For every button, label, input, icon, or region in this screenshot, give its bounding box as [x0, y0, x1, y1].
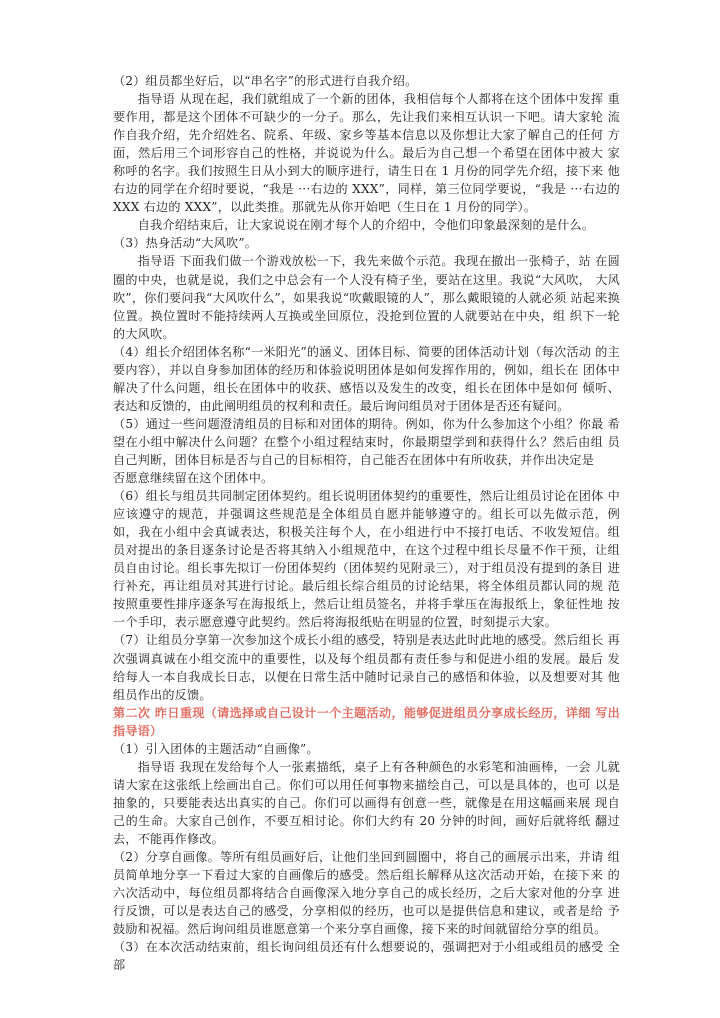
paragraph-item-2-intro: （2）组员都坐好后，以“串名字”的形式进行自我介绍。 [113, 74, 418, 88]
paragraph-item-1-self-portrait: （1）引入团体的主题活动“自画像”。 [113, 741, 319, 756]
document-body [113, 72, 620, 974]
paragraph-item-5-clarify-goals: （5）通过一些问题澄清组员的目标和对团体的期待。例如，你为什么参加这个小组？你最 希望在小组中解决什么问题？在整个小组过程结束时，你最期望学到和获得什么？然后由组 员自己判断，团体目标是否与自己的目标相符，自己能否在团体中有所收获，并作出决定是 [113, 416, 620, 467]
paragraph-item-3-warmup: （3）热身活动“大风吹”。 [113, 236, 258, 251]
section-heading-session-two: 第二次 昨日重现（请选择或自己设计一个主题活动，能够促进组员分享成长经历，详细 写出指导语） [113, 705, 620, 738]
paragraph-item-4-group-introduction: （4）组长介绍团体名称“一米阳光”的涵义、团体目标、简要的团体活动计划（每次活动 的主要内容），并以自身参加团体的经历和体验说明团体是如何发挥作用的，例如，组长在 团体中解决了什么问题，组长在团体中的收获、感悟以及发生的改变，组长在团体中是如何 倾听、表达和反馈的，由此阐明组员的权利和责任。最后询问组员对于团体是否还有疑问。 [113, 344, 620, 413]
paragraph-after-self-introduction: 自我介绍结束后，让大家说说在刚才每个人的介绍中，令他们印象最深刻的是什么。 [137, 218, 595, 233]
paragraph-guide-self-portrait: 指导语 我现在发给每个人一张素描纸，桌子上有各种颜色的水彩笔和油画棒，一会 儿就请大家在这张纸上绘画出自己。你们可以用任何事物来描绘自己，可以是具体的，也可 以是抽象的，只要能表达出真实的自己。你们可以画得有创意一些，就像是在用这幅画来展 现自己的生命。大家自己创作，不要互相讨论。你们大约有 20 分钟的时间，画好后就将纸 翻过去，不能再作修改。 [113, 759, 620, 846]
paragraph-item-2-share-self-portrait: （2）分享自画像。等所有组员画好后，让他们坐回到圆圈中，将自己的画展示出来，并请 组员简单地分享一下看过大家的自画像后的感受。然后组长解释从这次活动开始，在接下来 的六次活动中，每位组员都将结合自画像深入地分享自己的成长经历，之后大家对他的分享 进行反馈，可以是表达自己的感受，分享相似的经历，也可以是提供信息和建议，或者是给 予鼓励和祝福。然后询问组员谁愿意第一个来分享自画像，接下来的时间就留给分享的组员。 [113, 850, 620, 937]
paragraph-item-3-closing: （3）在本次活动结束前，组长询问组员还有什么想要说的，强调把对于小组或组员的感受 全部 [113, 940, 620, 973]
paragraph-guide-self-introduction: 指导语 从现在起，我们就组成了一个新的团体，我相信每个人都将在这个团体中发挥 重要作用，都是这个团体不可缺少的一分子。那么，先让我们来相互认识一下吧。请大家轮 流作自我介绍，先介绍姓名、院系、年级、家乡等基本信息以及你想让大家了解自己的任何 方面，然后用三个词形容自己的性格，并说说为什么。最后为自己想一个希望在团体中被大 家称呼的名字。我们按照生日从小到大的顺序进行，请生日在 1 月份的同学先介绍，接下来 他右边的同学在介绍时要说，“我是 ···右边的 XXX”，同样，第三位同学要说，“我是 ···右边的 XXX 右边的 XXX”，以此类推。那就先从你开始吧（生日在 1 月份的同学）。 [113, 92, 620, 215]
paragraph-guide-big-wind-blows: 指导语 下面我们做一个游戏放松一下，我先来做个示范。我现在撤出一张椅子，站 在圆圈的中央，也就是说，我们之中总会有一个人没有椅子坐，要站在这里。我说“大风吹， 大风吹”，你们要问我“大风吹什么”，如果我说“吹戴眼镜的人”，那么戴眼镜的人就必须 站起来换位置。换位置时不能持续两人互换或坐回原位，没抢到位置的人就要站在中央，组 织下一轮的大风吹。 [113, 254, 620, 341]
paragraph-item-7-share-feelings: （7）让组员分享第一次参加这个成长小组的感受，特别是表达此时此地的感受。然后组长 再次强调真诚在小组交流中的重要性，以及每个组员都有责任参与和促进小组的发展。最后 发给每人一本自我成长日志，以便在日常生活中随时记录自己的感悟和体验，以及想要对其 他组员作出的反馈。 [113, 633, 620, 702]
paragraph-item-6-group-contract: （6）组长与组员共同制定团体契约。组长说明团体契约的重要性，然后让组员讨论在团体 中应该遵守的规范，并强调这些规范是全体组员自愿并能够遵守的。组长可以先做示范，例 如，我在小组中会真诚表达，积极关注每个人，在小组进行中不接打电话、不收发短信。组 员对提出的条目逐条讨论是否将其纳入小组规范中，在这个过程中组长尽量不作干预，让组 员自由讨论。组长事先拟订一份团体契约（团体契约见附录三），对于组员没有提到的条目 进行补充，再让组员对其进行讨论。最后组长综合组员的讨论结果，将全体组员都认同的规 范按照重要性排序逐条写在海报纸上，然后让组员签名，并将手掌压在海报纸上，象征性地 按一个手印，表示愿意遵守此契约。然后将海报纸贴在明显的位置，时刻提示大家。 [113, 489, 620, 630]
paragraph-item-5-continuation: 否愿意继续留在这个团体中。 [113, 471, 274, 486]
